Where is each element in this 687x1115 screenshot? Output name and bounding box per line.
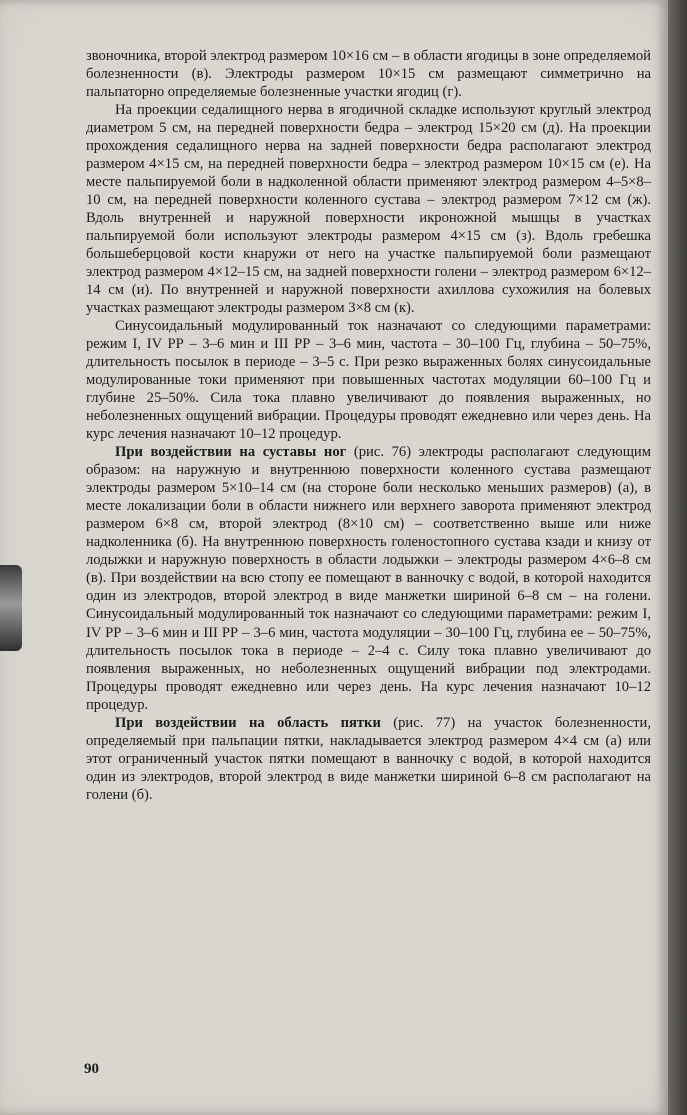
paragraph-text: (рис. 76) электроды располагают следующим образом: на наружную и внутреннюю поверхности коленного сустава размещают электроды размером 5×10–14 см (на стороне боли несколько меньших размеров) (а), в месте локализации боли в области нижнего или верхнего заворота применяют электрод размером 6×8 см, второй электрод (8×10 см) – соответственно выше или ниже надколенника (б). На внутреннюю поверхность голеностопного сустава кзади и книзу от лодыжки и наружную поверхность в области лодыжки – электроды размером 4×6–8 см (в). При воздействии на всю стопу ее помещают в ванночку с водой, в которой находится один из электродов, второй электрод в виде манжетки шириной 6–8 см – на голени. Синусоидальный модулированный ток назначают со следующими параметрами: режим I, IV РР – 3–6 мин и III РР – 3–6 мин, частота модуляции – 30–100 Гц, глубина ее – 50–75%, длительность посылок тока в периоде – 2–4 с. Силу тока плавно увеличивают до появления выраженных, но неболезненных ощущений вибрации под электродами. Процедуры проводят ежедневно или через день. На курс лечения назначают 10–12 процедур. xyxy=(86,444,651,713)
paragraph-text: Синусоидальный модулированный ток назначают со следующими параметрами: режим I, IV РР – 3–6 мин и III РР – 3–6 мин, частота – 30–100 Гц, глубина – 50–75%, длительность посылок в периоде – 3–5 с. При резко выраженных болях синусоидальные модулированные токи применяют при повышенных частотах модуляции 60–100 Гц и глубине 25–50%. Сила тока плавно увеличивают до появления выраженных, но неболезненных ощущений вибрации. Процедуры проводят ежедневно или через день. На курс лечения назначают 10–12 процедур. xyxy=(86,318,651,443)
page-body-text xyxy=(86,47,651,804)
page-clip xyxy=(0,565,22,651)
paragraph-lead: При воздействии на область пятки xyxy=(115,714,381,731)
paragraph xyxy=(86,101,651,317)
page-number: 90 xyxy=(84,1061,99,1077)
paragraph xyxy=(86,317,651,443)
paragraph xyxy=(86,714,651,804)
paragraph xyxy=(86,47,651,101)
book-spine-shadow xyxy=(668,0,687,1115)
paragraph-lead: При воздействии на суставы ног xyxy=(115,444,347,461)
paragraph-text: (рис. 77) на участок болезненности, определяемый при пальпации пятки, накладывается электрод размером 4×4 см (а) или этот ограниченный участок пятки помещают в ванночку с водой, в которой находится один из электродов, второй электрод в виде манжетки шириной 6–8 см располагают на голени (б). xyxy=(86,714,651,803)
paragraph xyxy=(86,443,651,713)
paragraph-text: На проекции седалищного нерва в ягодичной складке используют круглый электрод диаметром 5 см, на передней поверхности бедра – электрод 15×20 см (д). На проекции прохождения седалищного нерва на задней поверхности бедра располагают электрод размером 4×15 см, на передней поверхности бедра – электрод размером 10×15 см (е). На месте пальпируемой боли в надколенной области применяют электрод размером 4–5×8–10 см, на передней поверхности коленного сустава – электрод размером 7×12 см (ж). Вдоль внутренней и наружной поверхности икроножной мышцы в участках пальпируемой боли используют электроды размером 4×15 см (з). Вдоль гребешка большеберцовой кости кнаружи от него на участке пальпируемой боли размещают электрод размером 4×12–15 см, на задней поверхности голени – электрод размером 6×12–14 см (и). По внутренней и наружной поверхности ахиллова сухожилия на болевых участках размещают электроды размером 3×8 см (к). xyxy=(86,102,651,317)
paragraph-text: звоночника, второй электрод размером 10×16 см – в области ягодицы в зоне определяемой болезненности (в). Электроды размером 10×15 см размещают симметрично на пальпаторно определяемые болезненные участки ягодиц (г). xyxy=(86,48,651,101)
